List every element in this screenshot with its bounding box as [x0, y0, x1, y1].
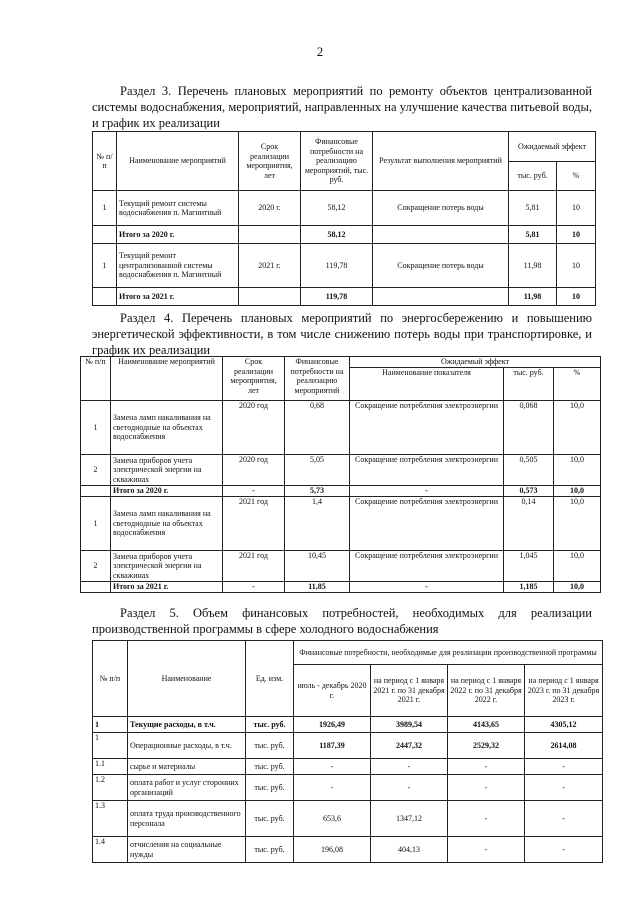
- col-finance-header: Финансовые потребности на реализацию мероприятий, тыс. руб.: [301, 132, 373, 191]
- table-row: 2 Замена приборов учета электрической энергии на скважинах 2021 год 10,45 Сокращение потребления электроэнергии 1,045 10,0: [81, 551, 601, 582]
- section3-table: [92, 131, 596, 306]
- table-row: 1.1 сырье и материалы тыс. руб. - - - -: [93, 759, 603, 775]
- col-result-header: Результат выполнения мероприятий: [373, 132, 509, 191]
- col-name-header: Наименование: [128, 641, 246, 717]
- table-row: 2 Замена приборов учета электрической энергии на скважинах 2020 год 5,05 Сокращение потребления электроэнергии 0,505 10,0: [81, 455, 601, 486]
- table-row: 1 Текущий ремонт системы водоснабжения п. Магнитный 2020 г. 58,12 Сокращение потерь воды 5,81 10: [93, 191, 596, 226]
- table-row: 1.3 оплата труда производственного персонала тыс. руб. 653,6 1347,12 - -: [93, 801, 603, 837]
- col-unit-header: Ед. изм.: [246, 641, 294, 717]
- total-row: Итого за 2020 г. 58,12 5,81 10: [93, 226, 596, 244]
- col-name-header: Наименование мероприятий: [111, 357, 223, 401]
- section5-table: [92, 640, 603, 863]
- col-period2-header: на период с 1 января 2021 г. по 31 декабря 2021 г.: [371, 665, 448, 717]
- table-row: 1.4 отчисления на социальные нужды тыс. руб. 196,08 404,13 - -: [93, 837, 603, 863]
- table-row: 1.2 оплата работ и услуг сторонних организаций тыс. руб. - - - -: [93, 775, 603, 801]
- table-row: 1 Операционные расходы, в т.ч. тыс. руб. 1187,39 2447,32 2529,32 2614,08: [93, 733, 603, 759]
- col-term-header: Срок реализации мероприятия, лет: [223, 357, 285, 401]
- col-rub-header: тыс. руб.: [504, 368, 554, 401]
- col-finance-header: Финансовые потребности на реализацию мероприятий: [285, 357, 350, 401]
- table-row: 1 Замена ламп накаливания на светодиодные на объектах водоснабжения 2021 год 1,4 Сокращение потребления электроэнергии 0,14 10,0: [81, 497, 601, 551]
- col-effect-header: Ожидаемый эффект: [350, 357, 601, 368]
- col-period1-header: июль - декабрь 2020 г.: [294, 665, 371, 717]
- section3-heading: Раздел 3. Перечень плановых мероприятий по ремонту объектов централизованной системы водоснабжения, мероприятий, направленных на улучшение качества питьевой воды, и график их реализации: [92, 84, 592, 130]
- col-num-header: № п/п: [81, 357, 111, 401]
- section5-heading: Раздел 5. Объем финансовых потребностей, необходимых для реализации производственной программы в сфере холодного водоснабжения: [92, 606, 592, 636]
- table-row: 1 Текущие расходы, в т.ч. тыс. руб. 1926,49 3989,54 4143,65 4305,12: [93, 717, 603, 733]
- col-indicator-header: Наименование показателя: [350, 368, 504, 401]
- page-number: 2: [316, 44, 324, 59]
- total-row: Итого за 2020 г. - 5,73 - 0,573 10,0: [81, 486, 601, 497]
- col-name-header: Наименование мероприятий: [117, 132, 239, 191]
- table-row: 1 Текущий ремонт централизованной системы водоснабжения п. Магнитный 2021 г. 119,78 Сокращение потерь воды 11,98 10: [93, 244, 596, 288]
- section4-heading: Раздел 4. Перечень плановых мероприятий по энергосбережению и повышению энергетической эффективности, в том числе снижению потерь воды при транспортировке, и график их реализации: [92, 311, 592, 357]
- col-period3-header: на период с 1 января 2022 г. по 31 декабря 2022 г.: [448, 665, 525, 717]
- total-row: Итого за 2021 г. - 11,85 - 1,185 10,0: [81, 582, 601, 593]
- section4-table: [80, 356, 601, 593]
- col-pct-header: %: [554, 368, 601, 401]
- col-effect-header: Ожидаемый эффект: [509, 132, 596, 162]
- table-row: 1 Замена ламп накаливания на светодиодные на объектах водоснабжения 2020 год 0,68 Сокращение потребления электроэнергии 0,068 10,0: [81, 401, 601, 455]
- col-num-header: № п/п: [93, 132, 117, 191]
- col-term-header: Срок реализации мероприятия, лет: [239, 132, 301, 191]
- total-row: Итого за 2021 г. 119,78 11,98 10: [93, 288, 596, 306]
- col-finance-header: Финансовые потребности, необходимые для реализации производственной программы: [294, 641, 603, 665]
- col-num-header: № п/п: [93, 641, 128, 717]
- col-rub-header: тыс. руб.: [509, 162, 557, 191]
- col-period4-header: на период с 1 января 2023 г. по 31 декабря 2023 г.: [525, 665, 603, 717]
- col-pct-header: %: [557, 162, 596, 191]
